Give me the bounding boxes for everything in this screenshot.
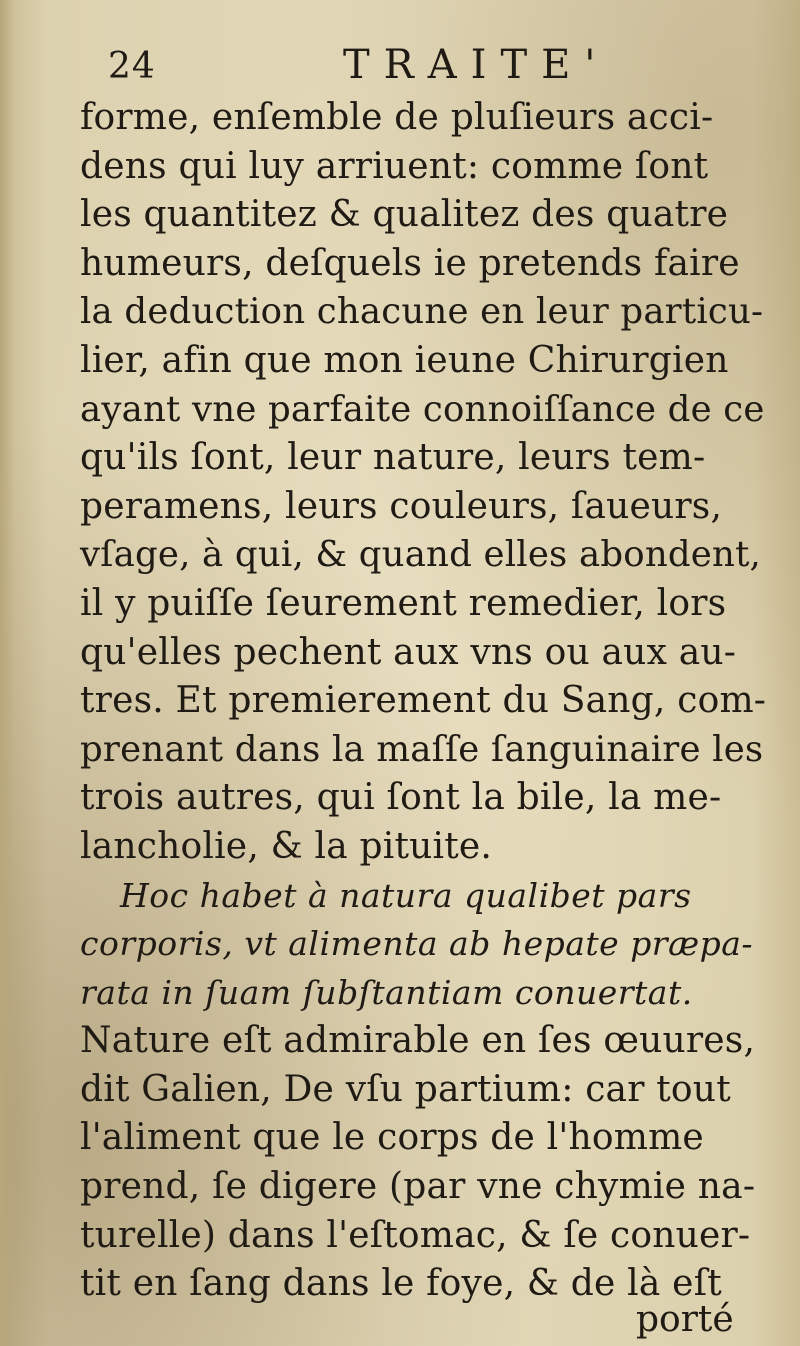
text-line: dit Galien, De vſu partium: car tout (80, 1068, 731, 1110)
catchword: porté (636, 1299, 734, 1340)
text-line: dens qui luy arriuent: comme ſont (80, 145, 709, 187)
text-line: humeurs, deſquels ie pretends faire (80, 242, 740, 284)
text-line: les quantitez & qualitez des quatre (80, 194, 729, 236)
text-line: prenant dans la maſſe ſanguinaire les (80, 728, 764, 770)
page-header (108, 42, 748, 94)
text-line: rata in ſuam ſubſtantiam conuertat. (80, 972, 693, 1012)
text-line: l'aliment que le corps de l'homme (80, 1117, 704, 1159)
text-line: forme, enſemble de pluſieurs acci- (80, 97, 714, 138)
body-text (80, 94, 770, 1309)
text-line: il y puiſſe ſeurement remedier, lors (80, 582, 727, 624)
text-line: tres. Et premierement du Sang, com- (80, 680, 767, 722)
text-line: turelle) dans l'eſtomac, & ſe conuer- (80, 1214, 751, 1256)
page-edge-shadow (0, 0, 14, 1346)
text-line: lancholie, & la pituite. (80, 825, 493, 867)
text-line: prend, ſe digere (par vne chymie na- (80, 1166, 756, 1208)
text-line: vſage, à qui, & quand elles abondent, (80, 534, 762, 576)
text-line: qu'ils ſont, leur nature, leurs tem- (80, 437, 706, 479)
running-title: TRAITE' (343, 42, 610, 88)
text-line: qu'elles pechent aux vns ou aux au- (80, 631, 737, 673)
text-line: la deduction chacune en leur particu- (80, 291, 764, 333)
page-number: 24 (108, 46, 156, 87)
text-line: lier, afin que mon ieune Chirurgien (80, 339, 729, 381)
text-line: tit en ſang dans le foye, & de là eſt (80, 1263, 722, 1305)
text-line: Nature eſt admirable en ſes œuures, (80, 1020, 756, 1062)
text-line: corporis, vt alimenta ab hepate præpa- (80, 924, 754, 964)
text-line: trois autres, qui ſont la bile, la me- (80, 777, 722, 819)
text-line: peramens, leurs couleurs, ſaueurs, (80, 485, 723, 527)
text-line: Hoc habet à natura qualibet pars (120, 875, 692, 915)
text-line: ayant vne parfaite connoiſſance de ce (80, 388, 765, 430)
